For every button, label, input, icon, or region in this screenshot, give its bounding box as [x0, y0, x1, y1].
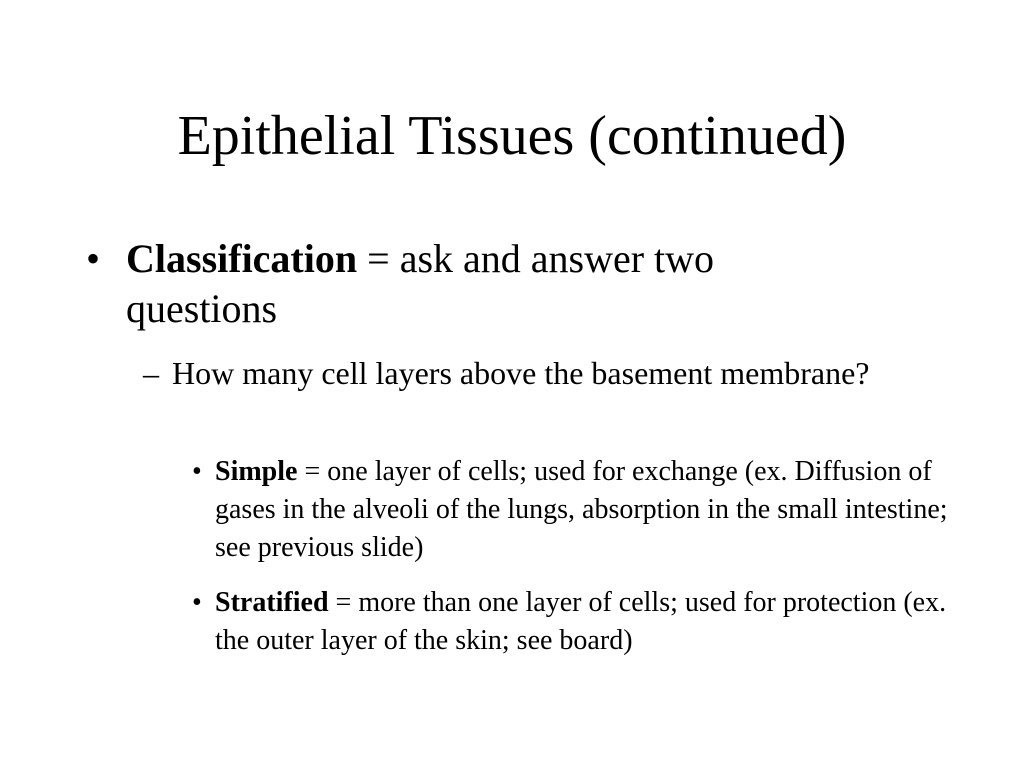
separator: = — [297, 456, 328, 487]
simple-description: one layer of cells; used for exchange (ex. Diffusion of gases in the alveoli of the lungs, absorption in the small intestine; see previous slide) — [215, 456, 948, 563]
bullet-marker: • — [192, 587, 202, 618]
bullet-text — [215, 453, 952, 567]
slide-title: Epithelial Tissues (continued) — [177, 105, 847, 167]
sub-sub-bullet-stratified — [192, 584, 952, 660]
sub-sub-bullet-simple — [192, 453, 952, 567]
cell-layers-question: How many cell layers above the basement membrane? — [172, 355, 870, 391]
dash-marker: – — [143, 355, 159, 391]
separator: = — [328, 587, 359, 618]
bullet-marker: • — [86, 236, 101, 281]
separator: = — [357, 236, 400, 281]
classification-description: ask and answer two questions — [126, 236, 715, 331]
term-simple: Simple — [215, 456, 298, 487]
stratified-description: more than one layer of cells; used for protection (ex. the outer layer of the skin; see board) — [215, 587, 947, 656]
bullet-classification — [86, 234, 856, 334]
bullet-text — [215, 584, 952, 660]
bullet-marker: • — [192, 456, 202, 487]
term-stratified: Stratified — [215, 587, 329, 618]
sub-bullet-cell-layers — [143, 351, 903, 395]
bullet-text — [126, 234, 856, 334]
term-classification: Classification — [126, 236, 358, 281]
